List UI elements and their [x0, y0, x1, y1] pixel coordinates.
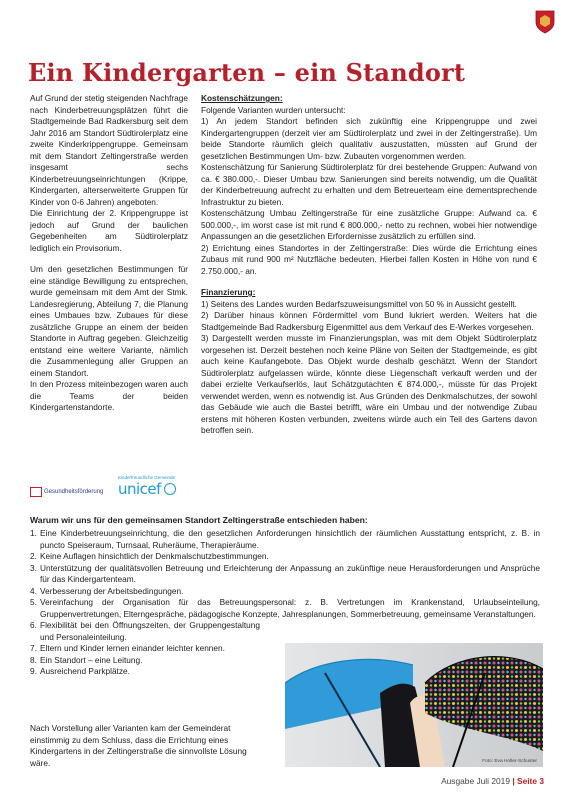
umbrellas-illustration [285, 643, 543, 767]
finanzierung-heading: Finanzierung: [201, 287, 256, 297]
footer-separator: | [512, 776, 515, 786]
finanzierung-line: 3) Dargestellt werden musste im Finanzierungsplan, was mit dem Objekt Südtirolerplatz vorgesehen ist. Derzeit bestehen noch keine Pläne von Seiten der Stadtgemeinde, es gibt auch keine Kaufangebote. Das Objekt wurde deshalb geschätzt. Wenn der Standort Südtirolerplatz aufgelassen würde, könnte diese Liegenschaft verkauft werden und der dabei erzielte Verkaufserlös, laut Schätzgutachten € 874.000,-, müsste für das Projekt verwendet werden, wenn es notwendig ist. Aus Gründen des Denkmalschutzes, der sowohl das Gebäude wie auch die Bastei betrifft, wäre ein Umbau und der notwendige Zubau erstens mit höheren Kosten verbunden, zweitens würde auch ein Teil des Gartens davon betroffen sein. [201, 333, 537, 435]
photo-credit: Foto: Eva Holler-Schuster [482, 759, 537, 764]
list-item: 7. Eltern und Kinder lernen einander leichter kennen. [30, 643, 225, 653]
kosten-heading: Kostenschätzungen: [201, 93, 283, 103]
closing-paragraph: Nach Vorstellung aller Varianten kam der Gemeinderat einstimmig zu dem Schluss, dass die Errichtung eines Kindergartens in der Zeltingerstraße die sinnvollste Lösung wäre. [30, 723, 247, 768]
list-item: 6. Flexibilität bei den Öffnungszeiten, der Gruppengestaltung und Personaleinteilung. [30, 620, 260, 642]
intro-column [30, 93, 188, 424]
list-item: 1. Eine Kinderbetreuungseinrichtung, die den gesetzlichen Anforderungen hinsichtlich der räumlichen Ausstattung entspricht, z. B. in puncto Speiseraum, Turnsaal, Ruheräume, Therapieräume. [30, 528, 540, 550]
list-item: 8. Ein Standort – eine Leitung. [30, 654, 143, 665]
issue-label: Ausgabe Juli 2019 [441, 776, 510, 786]
intro-paragraph: Auf Grund der stetig steigenden Nachfrage nach Kinderbetreuungsplätzen führt die Stadtgemeinde Bad Radkersburg seit dem Jahr 2016 am Standort Südtirolerplatz eine zweite Kinderkrippengruppe. Gemeinsam mit dem Standort Zeltingerstraße werden insgesamt sechs Kinderbetreuungseinrichtungen (Krippe, Kindergarten, alterserweiterte Gruppen für Kinder von 0-6 Jahren) angeboten. Die Einrichtung der 2. Krippengruppe ist jedoch auf Grund der baulichen Gegebenheiten am Südtirolerplatz lediglich ein Provisorium. [30, 93, 188, 253]
finanzierung-line: 1) Seitens des Landes wurden Bedarfszuweisungsmittel von 50 % in Aussicht gestellt. [201, 298, 517, 309]
kosten-line: Folgende Varianten wurden untersucht: [201, 104, 346, 115]
list-item: 3. Unterstützung der qualitätsvollen Betreuung und Erleichterung der Anpassung an zukünftige neue Herausforderungen und Ansprüche für das Kindergartenteam. [30, 562, 540, 584]
unicef-logo: Kinderfreundliche Gemeinde unicef [118, 475, 176, 498]
umbrellas-photo [285, 643, 543, 767]
list-item: 9. Ausreichend Parkplätze. [30, 666, 130, 676]
coat-of-arms-icon [535, 10, 555, 34]
page-number: Seite 3 [516, 776, 544, 786]
partner-logos [30, 475, 200, 505]
finanzierung-line: 2) Darüber hinaus können Fördermittel vom Bund lukriert werden. Weiters hat die Stadtgemeinde Bad Radkersburg Eigenmittel aus dem Verkauf des E-Werkes vorgesehen. [201, 310, 537, 332]
list-item: 5. Vereinfachung der Organisation für das Betreuungspersonal: z. B. Vertretungen im Krankenstand, Urlaubseinteilung, Gruppenvertretungen, Elterngespräche, pädagogische Konzepte, Jahresplanungen, Sommerbetreuung, gemeinsame Veranstaltungen. [30, 597, 540, 619]
health-promotion-logo: Gesundheitsförderung [30, 487, 103, 497]
page-footer [441, 776, 544, 786]
health-logo-icon [30, 487, 42, 497]
list-item: 2. Keine Auflagen hinsichtlich der Denkmalschutzbestimmungen. [30, 551, 269, 561]
kosten-line: 1) An jedem Standort befinden sich zukünftig eine Krippengruppe und zwei Kindergartengruppen (derzeit vier am Südtirolerplatz und zwei in der Zeltingerstraße). Um beide Standorte räumlich gleich qualitativ auszustatten, müssten auf Grund der gesetzlichen Bestimmungen Um- bzw. Zubauten vorgenommen werden. [201, 116, 537, 161]
kosten-line: 2) Errichtung eines Standortes in der Zeltingerstraße: Dies würde die Errichtung eines Zubaus mit rund 900 m² Nutzfläche bedeuten. Hierbei fallen Kosten in Höhe von rund € 2.750.000,- an. [201, 242, 537, 276]
kosten-line: Kostenschätzung für Sanierung Südtirolerplatz für drei bestehende Gruppen: Aufwand von ca. € 380.000,-. Dieser Umbau bzw. Sanierungen sind bereits notwendig, um die Qualität der Kinderbetreuung aufrecht zu erhalten und dem Betreuerteam eine dementsprechende Infrastruktur zu bieten. [201, 162, 537, 207]
page-title: Ein Kindergarten – ein Standort [28, 58, 466, 87]
kosten-line: Kostenschätzung Umbau Zeltingerstraße für eine zusätzliche Gruppe: Aufwand ca. € 500.000,-, im worst case ist mit rund € 800.000,- netto zu rechnen, wobei hier notwendige Anpassungen an die gesetzlichen Erfordernisse zusätzlich zu erfüllen sind. [201, 208, 537, 241]
unicef-globe-icon [164, 483, 176, 495]
main-column [201, 93, 537, 437]
list-item: 4. Verbesserung der Arbeitsbedingungen. [30, 585, 184, 596]
why-heading: Warum wir uns für den gemeinsamen Standort Zeltingerstraße entschieden haben: [30, 515, 368, 525]
process-paragraph: Um den gesetzlichen Bestimmungen für eine ständige Bewilligung zu entsprechen, wurde gemeinsam mit dem Amt der Stmk. Landesregierung, Abteilung 7, die Planung eines Umbaues bzw. Zubaues für diese zusätzliche Gruppe an einem der beiden Standorte in Auftrag gegeben. Gleichzeitig entstand eine weitere Variante, nämlich die Zusammenlegung aller Gruppen an einem Standort. In den Prozess miteinbezogen waren auch die Teams der beiden Kindergartenstandorte. [30, 264, 188, 412]
